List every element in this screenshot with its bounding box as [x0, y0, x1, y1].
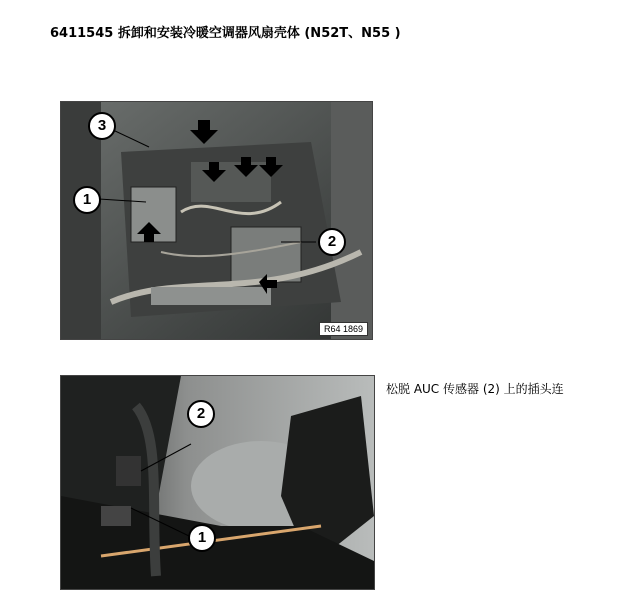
- step-instruction: 松脱 AUC 传感器 (2) 上的插头连: [386, 382, 564, 396]
- callout-1: 1: [73, 186, 101, 214]
- figure-1-code: R64 1869: [319, 322, 368, 336]
- figure-2-illustration: [61, 376, 374, 589]
- callout-3: 3: [88, 112, 116, 140]
- callout-2: 2: [318, 228, 346, 256]
- callout-1: 1: [188, 524, 216, 552]
- figure-1-photo: [60, 101, 373, 340]
- figure-2-photo: [60, 375, 375, 590]
- callout-2: 2: [187, 400, 215, 428]
- page-title: 6411545 拆卸和安装冷暖空调器风扇壳体 (N52T、N55 ): [50, 26, 401, 41]
